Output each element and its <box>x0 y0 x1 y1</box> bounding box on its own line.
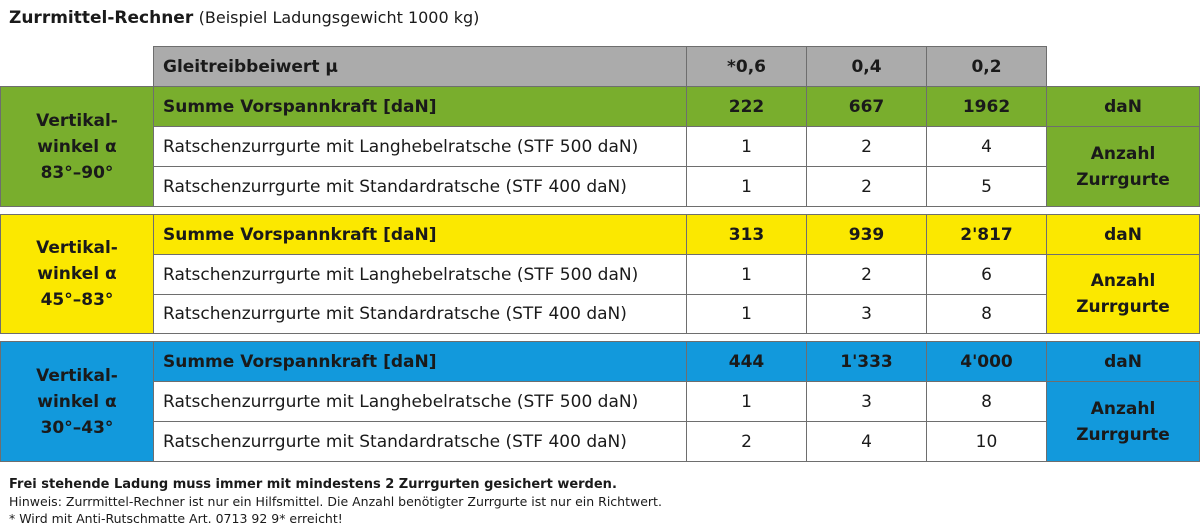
sum-label: Summe Vorspannkraft [daN] <box>153 341 687 382</box>
sum-value: 313 <box>686 214 807 255</box>
count-cell <box>1046 126 1200 207</box>
row-value: 1 <box>686 381 807 422</box>
sum-value: 222 <box>686 86 807 127</box>
row-value: 1 <box>686 166 807 207</box>
row-value: 2 <box>806 166 927 207</box>
angle-line: winkel α <box>37 391 117 412</box>
header-friction-label: Gleitreibbeiwert μ <box>153 46 687 87</box>
count-cell <box>1046 254 1200 334</box>
count-line: Zurrgurte <box>1076 424 1170 445</box>
row-value: 3 <box>806 294 927 334</box>
row-value: 1 <box>686 126 807 167</box>
sum-value: 4'000 <box>926 341 1047 382</box>
count-line: Anzahl <box>1090 143 1156 164</box>
header-col-3: 0,2 <box>926 46 1047 87</box>
angle-line: winkel α <box>37 136 117 157</box>
angle-line: Vertikal- <box>36 238 118 258</box>
row-label: Ratschenzurrgurte mit Standardratsche (STF 400 daN) <box>153 421 687 462</box>
title-sub: (Beispiel Ladungsgewicht 1000 kg) <box>198 8 480 27</box>
sum-value: 1'333 <box>806 341 927 382</box>
angle-line: winkel α <box>37 264 117 284</box>
sum-value: 444 <box>686 341 807 382</box>
angle-line: 83°–90° <box>40 162 114 183</box>
header-col-2: 0,4 <box>806 46 927 87</box>
row-value: 5 <box>926 166 1047 207</box>
angle-cell-yellow <box>0 214 154 334</box>
count-line: Zurrgurte <box>1076 169 1170 190</box>
angle-line: Vertikal- <box>36 365 118 386</box>
row-value: 10 <box>926 421 1047 462</box>
title-main: Zurrmittel-Rechner <box>9 8 194 28</box>
note-hint: Hinweis: Zurrmittel-Rechner ist nur ein Hilfsmittel. Die Anzahl benötigter Zurrgurte ist nur ein Richtwert. <box>9 494 662 509</box>
row-label: Ratschenzurrgurte mit Langhebelratsche (STF 500 daN) <box>153 381 687 422</box>
row-label: Ratschenzurrgurte mit Standardratsche (STF 400 daN) <box>153 166 687 207</box>
unit-cell: daN <box>1046 86 1200 127</box>
row-value: 2 <box>686 421 807 462</box>
angle-cell-green <box>0 86 154 207</box>
row-value: 3 <box>806 381 927 422</box>
row-value: 2 <box>806 254 927 295</box>
note-footnote: * Wird mit Anti-Rutschmatte Art. 0713 92 9* erreicht! <box>9 511 343 526</box>
page-title <box>9 8 479 28</box>
angle-line: 30°–43° <box>40 417 114 438</box>
row-value: 8 <box>926 381 1047 422</box>
angle-line: 45°–83° <box>40 290 114 310</box>
angle-line: Vertikal- <box>36 110 118 131</box>
row-value: 8 <box>926 294 1047 334</box>
row-label: Ratschenzurrgurte mit Standardratsche (STF 400 daN) <box>153 294 687 334</box>
footer-notes <box>9 476 662 527</box>
sum-label: Summe Vorspannkraft [daN] <box>153 86 687 127</box>
row-label: Ratschenzurrgurte mit Langhebelratsche (STF 500 daN) <box>153 254 687 295</box>
unit-cell: daN <box>1046 214 1200 255</box>
sum-value: 667 <box>806 86 927 127</box>
header-col-1: *0,6 <box>686 46 807 87</box>
sum-value: 2'817 <box>926 214 1047 255</box>
row-value: 2 <box>806 126 927 167</box>
row-value: 6 <box>926 254 1047 295</box>
count-line: Zurrgurte <box>1076 297 1170 317</box>
unit-cell: daN <box>1046 341 1200 382</box>
count-cell <box>1046 381 1200 462</box>
sum-value: 1962 <box>926 86 1047 127</box>
row-value: 4 <box>926 126 1047 167</box>
count-line: Anzahl <box>1090 271 1156 291</box>
count-line: Anzahl <box>1090 398 1156 419</box>
row-value: 4 <box>806 421 927 462</box>
row-value: 1 <box>686 294 807 334</box>
angle-cell-blue <box>0 341 154 462</box>
sum-label: Summe Vorspannkraft [daN] <box>153 214 687 255</box>
row-value: 1 <box>686 254 807 295</box>
row-label: Ratschenzurrgurte mit Langhebelratsche (STF 500 daN) <box>153 126 687 167</box>
note-bold: Frei stehende Ladung muss immer mit mindestens 2 Zurrgurten gesichert werden. <box>9 477 617 492</box>
sum-value: 939 <box>806 214 927 255</box>
